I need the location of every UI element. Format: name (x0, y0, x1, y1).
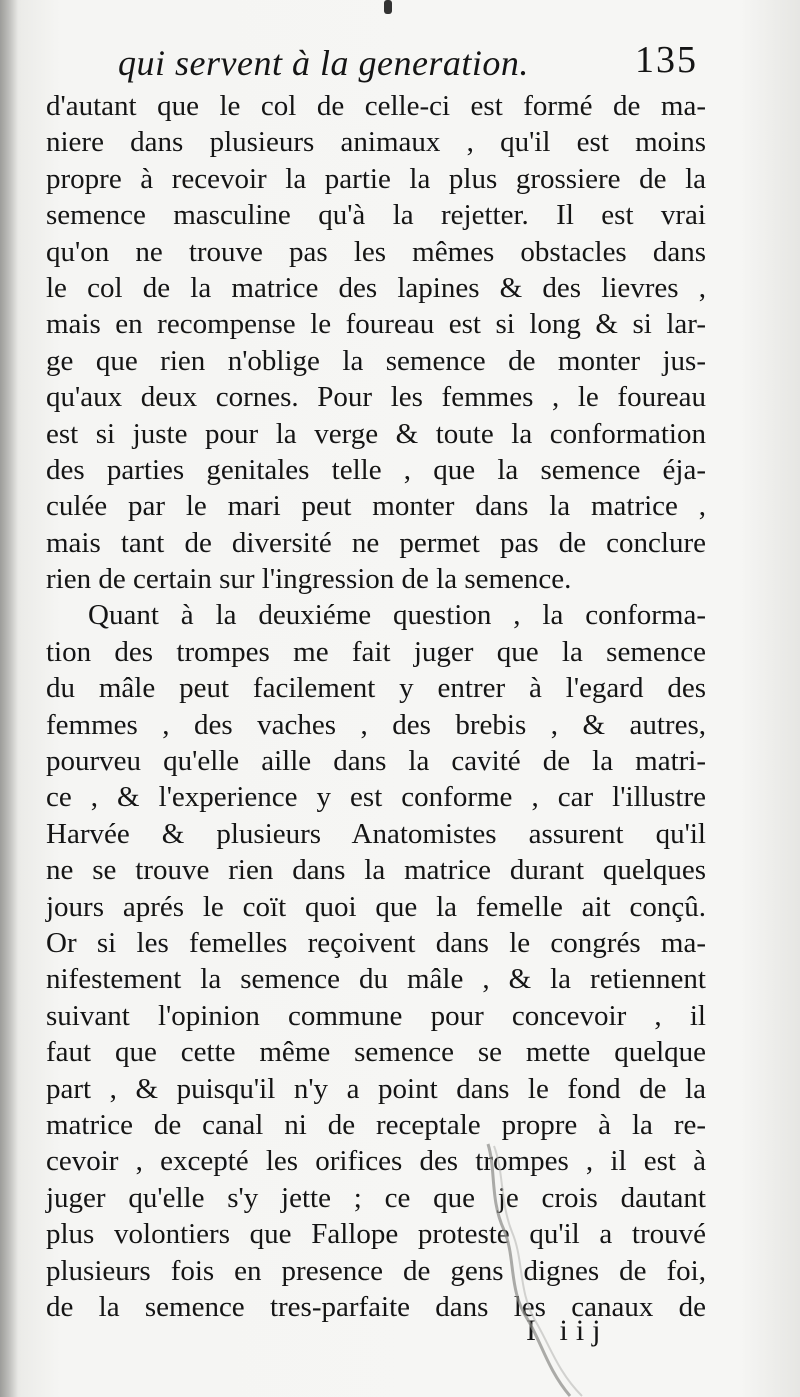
text-line: niere dans plusieurs animaux , qu'il est moins (46, 126, 706, 159)
text-line: qu'aux deux cornes. Pour les femmes , le foureau (46, 381, 706, 414)
text-line: cevoir , excepté les orifices des trompes , il est à (46, 1145, 706, 1178)
text-line: suivant l'opinion commune pour concevoir , il (46, 999, 706, 1032)
text-line: culée par le mari peut monter dans la matrice , (46, 490, 706, 523)
text-line: ce , & l'experience y est conforme , car l'illustre (46, 781, 706, 814)
paragraph-1 (46, 88, 706, 597)
text-line: semence masculine qu'à la rejetter. Il est vrai (46, 199, 706, 232)
text-line: juger qu'elle s'y jette ; ce que je crois dautant (46, 1181, 706, 1214)
text-line: des parties genitales telle , que la semence éja- (46, 453, 706, 486)
text-line: ge que rien n'oblige la semence de monter jus- (46, 344, 706, 377)
text-line: de la semence tres-parfaite dans les canaux de (46, 1290, 706, 1323)
text-line: Quant à la deuxiéme question , la conforma- (88, 599, 706, 632)
text-line: d'autant que le col de celle-ci est formé de ma- (46, 90, 706, 122)
paragraph-2 (46, 597, 706, 1325)
text-line: rien de certain sur l'ingression de la semence. (46, 563, 572, 596)
text-line: part , & puisqu'il n'y a point dans le fond de la (46, 1072, 706, 1105)
gutter-shadow (0, 0, 18, 1397)
text-line: le col de la matrice des lapines & des lievres , (46, 271, 706, 304)
text-line: propre à recevoir la partie la plus grossiere de la (46, 162, 706, 195)
page-number: 135 (635, 39, 698, 81)
text-line: est si juste pour la verge & toute la conformation (46, 417, 706, 450)
text-line: pourveu qu'elle aille dans la cavité de la matri- (46, 745, 706, 778)
text-line: mais tant de diversité ne permet pas de conclure (46, 526, 706, 559)
signature-mark: I iij (526, 1314, 609, 1347)
text-line: ne se trouve rien dans la matrice durant quelques (46, 854, 706, 887)
body-text (46, 88, 706, 1325)
running-head (118, 38, 708, 88)
text-line: plus volontiers que Fallope proteste qu'il a trouvé (46, 1218, 706, 1251)
text-line: faut que cette même semence se mette quelque (46, 1036, 706, 1069)
text-line: du mâle peut facilement y entrer à l'egard des (46, 672, 706, 705)
text-line: nifestement la semence du mâle , & la retiennent (46, 963, 706, 996)
text-line: Harvée & plusieurs Anatomistes assurent qu'il (46, 817, 706, 850)
text-line: matrice de canal ni de receptale propre à la re- (46, 1108, 706, 1141)
text-line: tion des trompes me fait juger que la semence (46, 635, 706, 668)
text-line: Or si les femelles reçoivent dans le congrés ma- (46, 926, 706, 959)
text-line: plusieurs fois en presence de gens dignes de foi, (46, 1254, 706, 1287)
running-title: qui servent à la generation. (118, 43, 529, 83)
text-line: mais en recompense le foureau est si long & si lar- (46, 308, 706, 341)
text-line: qu'on ne trouve pas les mêmes obstacles dans (46, 235, 706, 268)
text-line: jours aprés le coït quoi que la femelle ait conçû. (46, 890, 706, 923)
text-line: femmes , des vaches , des brebis , & autres, (46, 708, 706, 741)
ink-blot (384, 0, 392, 14)
